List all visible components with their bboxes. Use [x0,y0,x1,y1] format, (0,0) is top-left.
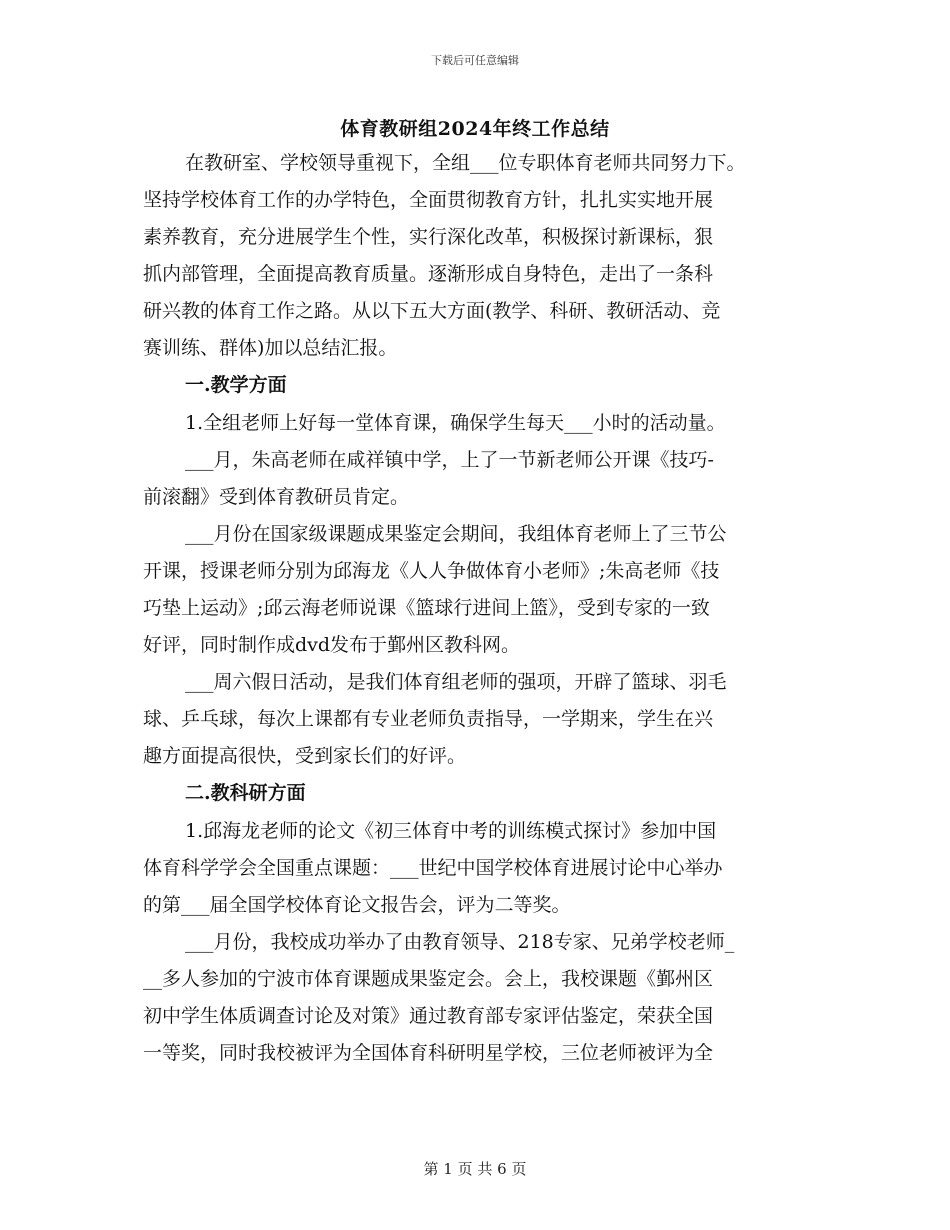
section-heading-teaching: 一.教学方面 [185,374,287,396]
header-note: 下载后可任意编辑 [431,54,519,67]
section-heading-research: 二.教科研方面 [185,782,306,804]
body-line: 抓内部管理，全面提高教育质量。逐渐形成自身特色，走出了一条科 [143,263,714,285]
body-line: 好评，同时制作成dvd发布于鄞州区教科网。 [143,634,521,656]
body-line: 一等奖，同时我校被评为全国体育科研明星学校，三位老师被评为全 [143,1042,714,1064]
body-line: 在教研室、学校领导重视下，全组___位专职体育老师共同努力下。 [185,152,746,174]
body-line: ___月，朱高老师在咸祥镇中学，上了一节新老师公开课《技巧- [185,449,714,471]
body-line: 前滚翻》受到体育教研员肯定。 [143,486,410,508]
document-title: 体育教研组2024年终工作总结 [340,118,610,140]
body-line: 的第___届全国学校体育论文报告会，评为二等奖。 [143,894,571,916]
body-line: 巧垫上运动》;邱云海老师说课《篮球行进间上篮》，受到专家的一致 [143,597,710,619]
body-line: 赛训练、群体)加以总结汇报。 [143,337,398,359]
body-line: 研兴教的体育工作之路。从以下五大方面(教学、科研、教研活动、竞 [143,300,721,322]
body-line: 素养教育，充分进展学生个性，实行深化改革，积极探讨新课标，狠 [143,226,714,248]
body-line: 1.全组老师上好每一堂体育课，确保学生每天___小时的活动量。 [185,412,726,434]
body-line: 坚持学校体育工作的办学特色，全面贯彻教育方针，扎扎实实地开展 [143,189,714,211]
body-line: 体育科学学会全国重点课题：___世纪中国学校体育进展讨论中心举办 [143,857,723,879]
body-line: ___月份，我校成功举办了由教育领导、218专家、兄弟学校老师_ [185,931,735,953]
body-line: ___周六假日活动，是我们体育组老师的强项，开辟了篮球、羽毛 [185,671,727,693]
body-line: ___月份在国家级课题成果鉴定会期间，我组体育老师上了三节公 [185,523,727,545]
body-line: 初中学生体质调查讨论及对策》通过教育部专家评估鉴定，荣获全国 [143,1005,714,1027]
page-footer: 第 1 页 共 6 页 [423,1160,527,1178]
body-line: __多人参加的宁波市体育课题成果鉴定会。会上，我校课题《鄞州区 [143,968,714,990]
body-line: 趣方面提高很快，受到家长们的好评。 [143,745,467,767]
body-line: 开课，授课老师分别为邱海龙《人人争做体育小老师》;朱高老师《技 [143,560,720,582]
body-line: 球、乒乓球，每次上课都有专业老师负责指导，一学期来，学生在兴 [143,708,714,730]
body-line: 1.邱海龙老师的论文《初三体育中考的训练模式探讨》参加中国 [185,820,717,842]
